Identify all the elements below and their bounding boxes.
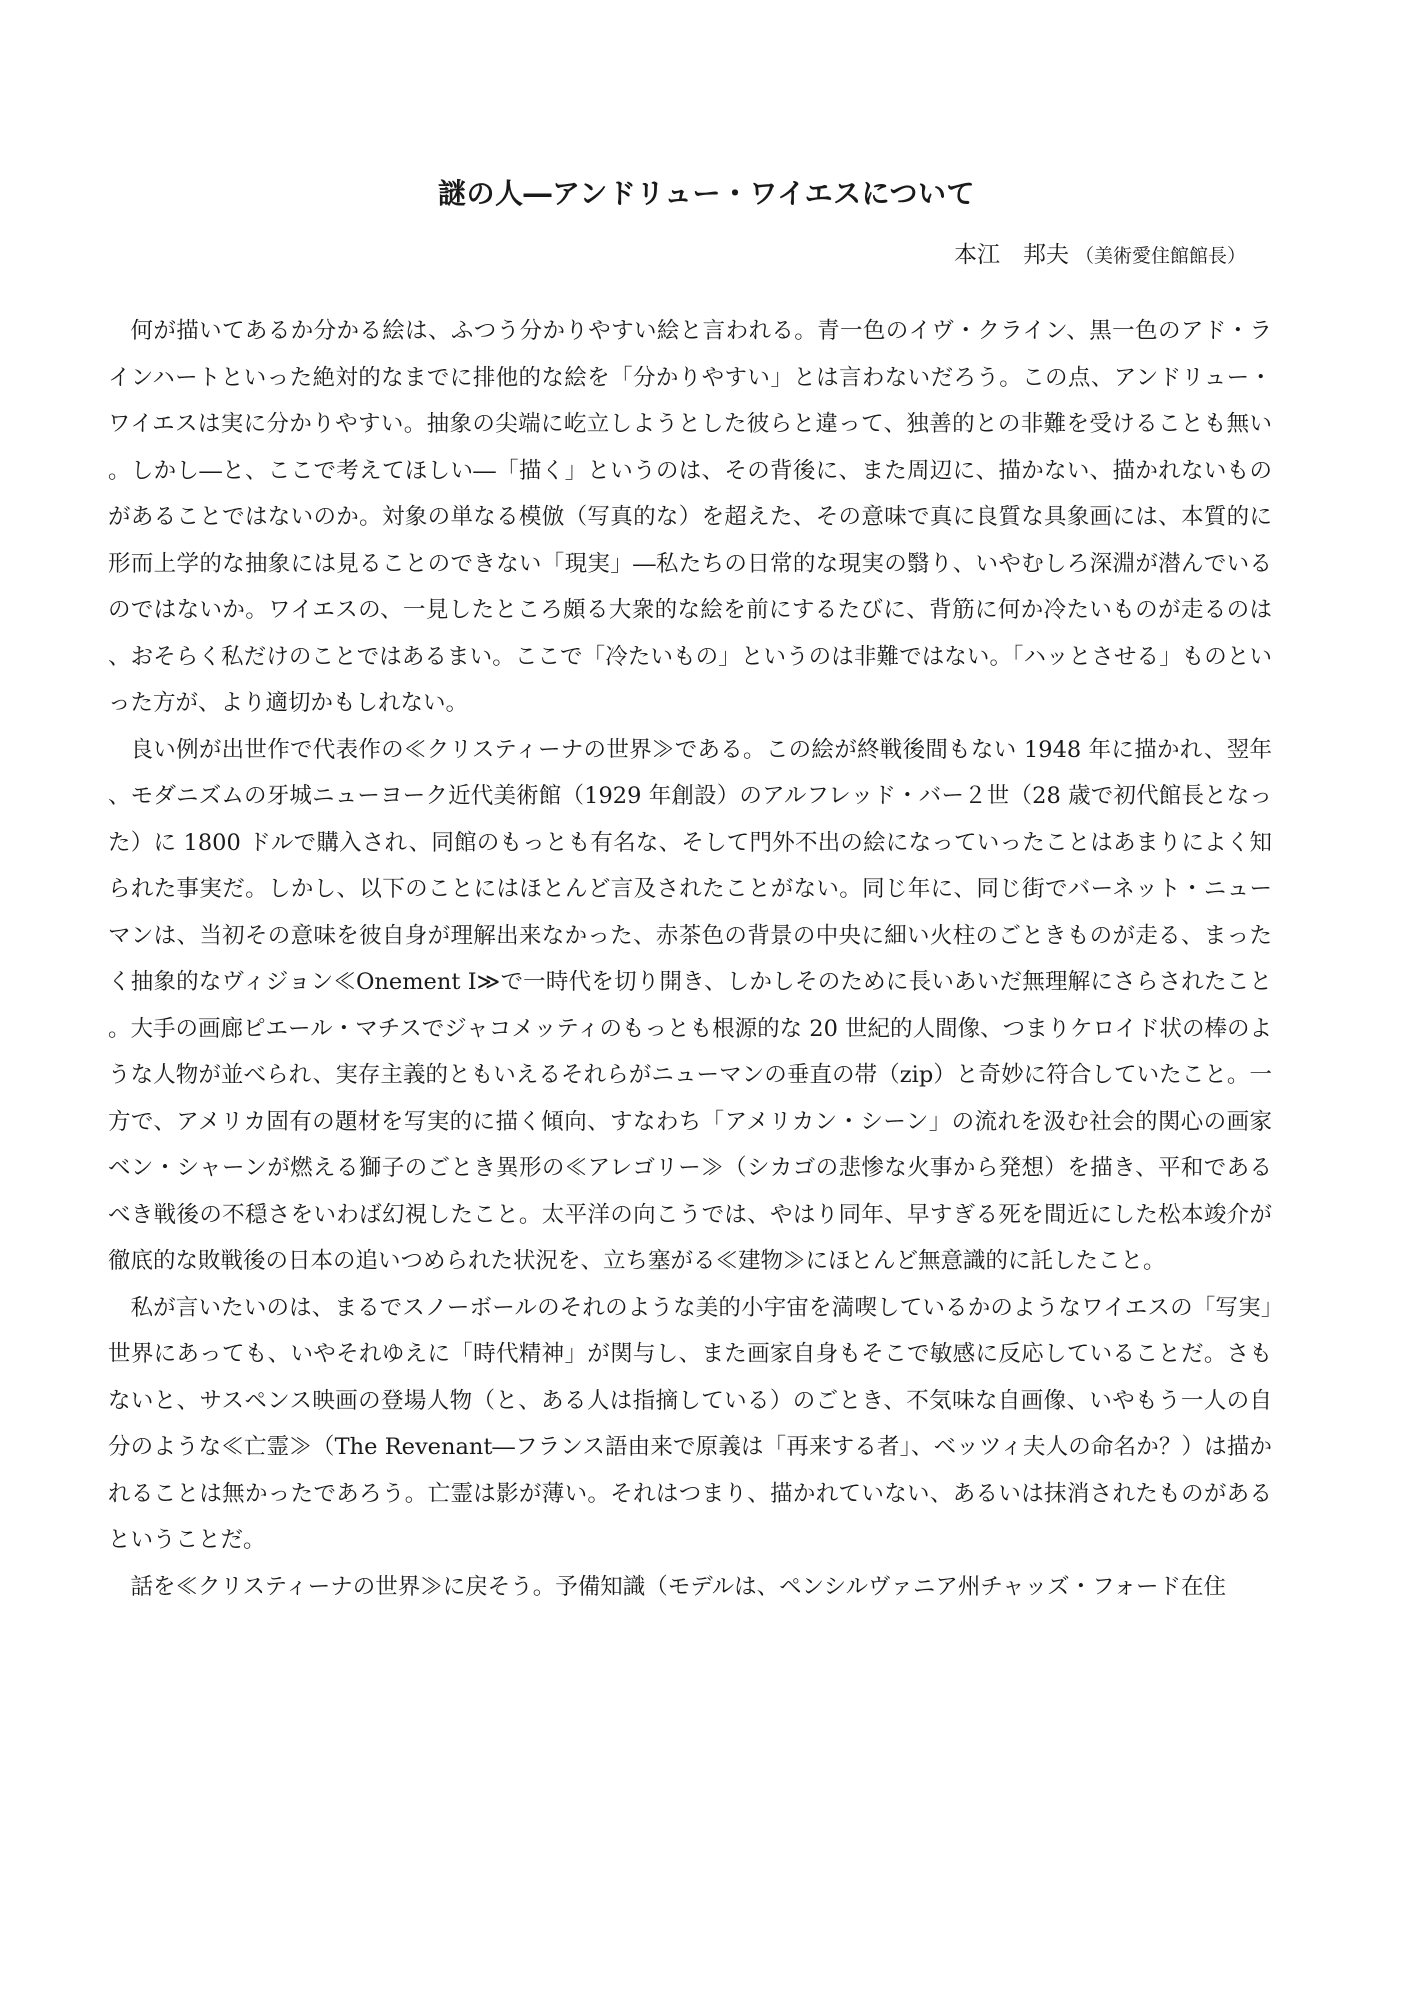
author-name: 本江 邦夫 bbox=[953, 242, 1069, 268]
byline bbox=[954, 236, 1246, 269]
document-title: 謎の人―アンドリュー・ワイエスについて bbox=[437, 177, 976, 210]
paragraph: 何が描いてあるか分かる絵は、ふつう分かりやすい絵と言われる。青一色のイヴ・クライン、黒一色のアド・ラインハートといった絶対的なまでに排他的な絵を「分かりやすい」とは言わないだろう。この点、アンドリュー・ワイエスは実に分かりやすい。抽象の尖端に屹立しようとした彼らと違って、独善的との非難を受けることも無い。しかし―と、ここで考えてほしい―「描く」というのは、その背後に、また周辺に、描かない、描かれないものがあることではないのか。対象の単なる模倣（写真的な）を超えた、その意味で真に良質な具象画には、本質的に形而上学的な抽象には見ることのできない「現実」―私たちの日常的な現実の翳り、いやむしろ深淵が潜んでいるのではないか。ワイエスの、一見したところ頗る大衆的な絵を前にするたびに、背筋に何か冷たいものが走るのは、おそらく私だけのことではあるまい。ここで「冷たいもの」というのは非難ではない。「ハッとさせる」ものといった方が、より適切かもしれない。 bbox=[108, 318, 1272, 716]
paragraph: 話を≪クリスティーナの世界≫に戻そう。予備知識（モデルは、ペンシルヴァニア州チャッズ・フォード在住 bbox=[130, 1573, 1227, 1600]
author-affiliation: （美術愛住館館長） bbox=[1074, 245, 1246, 267]
article-body bbox=[108, 308, 1272, 1610]
paragraph: 良い例が出世作で代表作の≪クリスティーナの世界≫である。この絵が終戦後間もない 1948 年に描かれ、翌年、モダニズムの牙城ニューヨーク近代美術館（1929 年創設）のアルフレッド・バー２世（28 歳で初代館長となった）に 1800 ドルで購入され、同館のもっとも有名な、そして門外不出の絵になっていったことはあまりによく知られた事実だ。しかし、以下のことにはほとんど言及されたことがない。同じ年に、同じ街でバーネット・ニューマンは、当初その意味を彼自身が理解出来なかった、赤茶色の背景の中央に細い火柱のごときものが走る、まったく抽象的なヴィジョン≪Onement I≫で一時代を切り開き、しかしそのために長いあいだ無理解にさらされたこと。大手の画廊ピエール・マチスでジャコメッティのもっとも根源的な 20 世紀的人間像、つまりケロイド状の棒のような人物が並べられ、実存主義的ともいえるそれらがニューマンの垂直の帯（zip）と奇妙に符合していたこと。一方で、アメリカ固有の題材を写実的に描く傾向、すなわち「アメリカン・シーン」の流れを汲む社会的関心の画家ベン・シャーンが燃える獅子のごとき異形の≪アレゴリー≫（シカゴの悲惨な火事から発想）を描き、平和であるべき戦後の不穏さをいわば幻視したこと。太平洋の向こうでは、やはり同年、早すぎる死を間近にした松本竣介が徹底的な敗戦後の日本の追いつめられた状況を、立ち塞がる≪建物≫にほとんど無意識的に託したこと。 bbox=[108, 736, 1272, 1274]
paragraph: 私が言いたいのは、まるでスノーボールのそれのような美的小宇宙を満喫しているかのようなワイエスの「写実」世界にあっても、いやそれゆえに「時代精神」が関与し、また画家自身もそこで敏感に反応していることだ。さもないと、サスペンス映画の登場人物（と、ある人は指摘している）のごとき、不気味な自画像、いやもう一人の自分のような≪亡霊≫（The Revenant―フランス語由来で原義は「再来する者」、ベッツィ夫人の命名か？）は描かれることは無かったであろう。亡霊は影が薄い。それはつまり、描かれていない、あるいは抹消されたものがあるということだ。 bbox=[108, 1294, 1272, 1553]
